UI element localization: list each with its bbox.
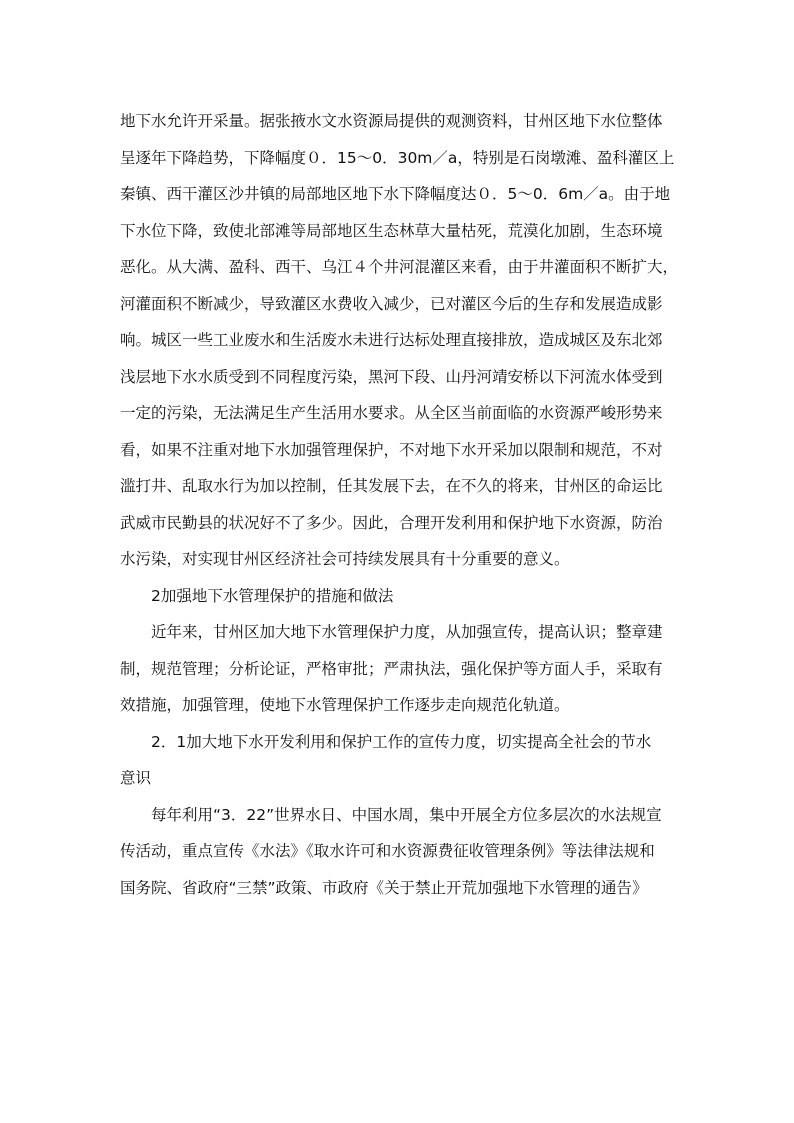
- text-line: 近年来，甘州区加大地下水管理保护力度，从加强宣传，提高认识；整章建: [151, 623, 663, 641]
- text-line: 水污染，对实现甘州区经济社会可持续发展具有十分重要的意义。: [120, 550, 570, 568]
- text-line: 下水位下降，致使北部滩等局部地区生态林草大量枯死，荒漠化加剧，生态环境: [120, 221, 663, 240]
- text-line: 国务院、省政府“三禁”政策、市政府《关于禁止开荒加强地下水管理的通告》: [120, 878, 648, 897]
- text-line: 滥打井、乱取水行为加以控制，任其发展下去，在不久的将来，甘州区的命运比: [120, 477, 663, 495]
- text-line: 响。城区一些工业废水和生活废水未进行达标处理直接排放，造成城区及东北郊: [120, 331, 663, 349]
- text-line: 秦镇、西干灌区沙井镇的局部地区地下水下降幅度达０．5～0．6m／a。由于地: [120, 185, 671, 203]
- text-line: 看，如果不注重对地下水加强管理保护，不对地下水开采加以限制和规范，不对: [120, 440, 663, 459]
- text-line: 河灌面积不断减少，导致灌区水费收入减少，已对灌区今后的生存和发展造成影: [120, 294, 663, 313]
- text-line: 浅层地下水水质受到不同程度污染，黑河下段、山丹河靖安桥以下河流水体受到: [120, 367, 663, 386]
- text-line: 意识: [120, 769, 152, 787]
- text-line: 传活动，重点宣传《水法》《取水许可和水资源费征收管理条例》等法律法规和: [120, 842, 655, 860]
- text-line: 2加强地下水管理保护的措施和做法: [151, 586, 394, 605]
- body-text: [120, 103, 684, 906]
- text-line: 制，规范管理；分析论证，严格审批；严肃执法，强化保护等方面人手，采取有: [120, 659, 663, 678]
- text-line: 2．1加大地下水开发利用和保护工作的宣传力度，切实提高全社会的节水: [151, 732, 652, 751]
- text-line: 每年利用“3．22”世界水日、中国水周，集中开展全方位多层次的水法规宣: [151, 805, 662, 824]
- text-line: 地下水允许开采量。据张掖水文水资源局提供的观测资料，甘州区地下水位整体: [120, 112, 663, 130]
- text-line: 效措施，加强管理，使地下水管理保护工作逐步走向规范化轨道。: [120, 696, 570, 714]
- text-line: 一定的污染，无法满足生产生活用水要求。从全区当前面临的水资源严峻形势来: [120, 404, 663, 422]
- text-line: 武威市民勤县的状况好不了多少。因此，合理开发利用和保护地下水资源，防治: [120, 513, 663, 532]
- text-line: 恶化。从大满、盈科、西干、乌江４个井河混灌区来看，由于井灌面积不断扩大，: [120, 258, 679, 276]
- text-line: 呈逐年下降趋势，下降幅度０．15～0．30m／a，特别是石岗墩滩、盈科灌区上: [120, 148, 675, 167]
